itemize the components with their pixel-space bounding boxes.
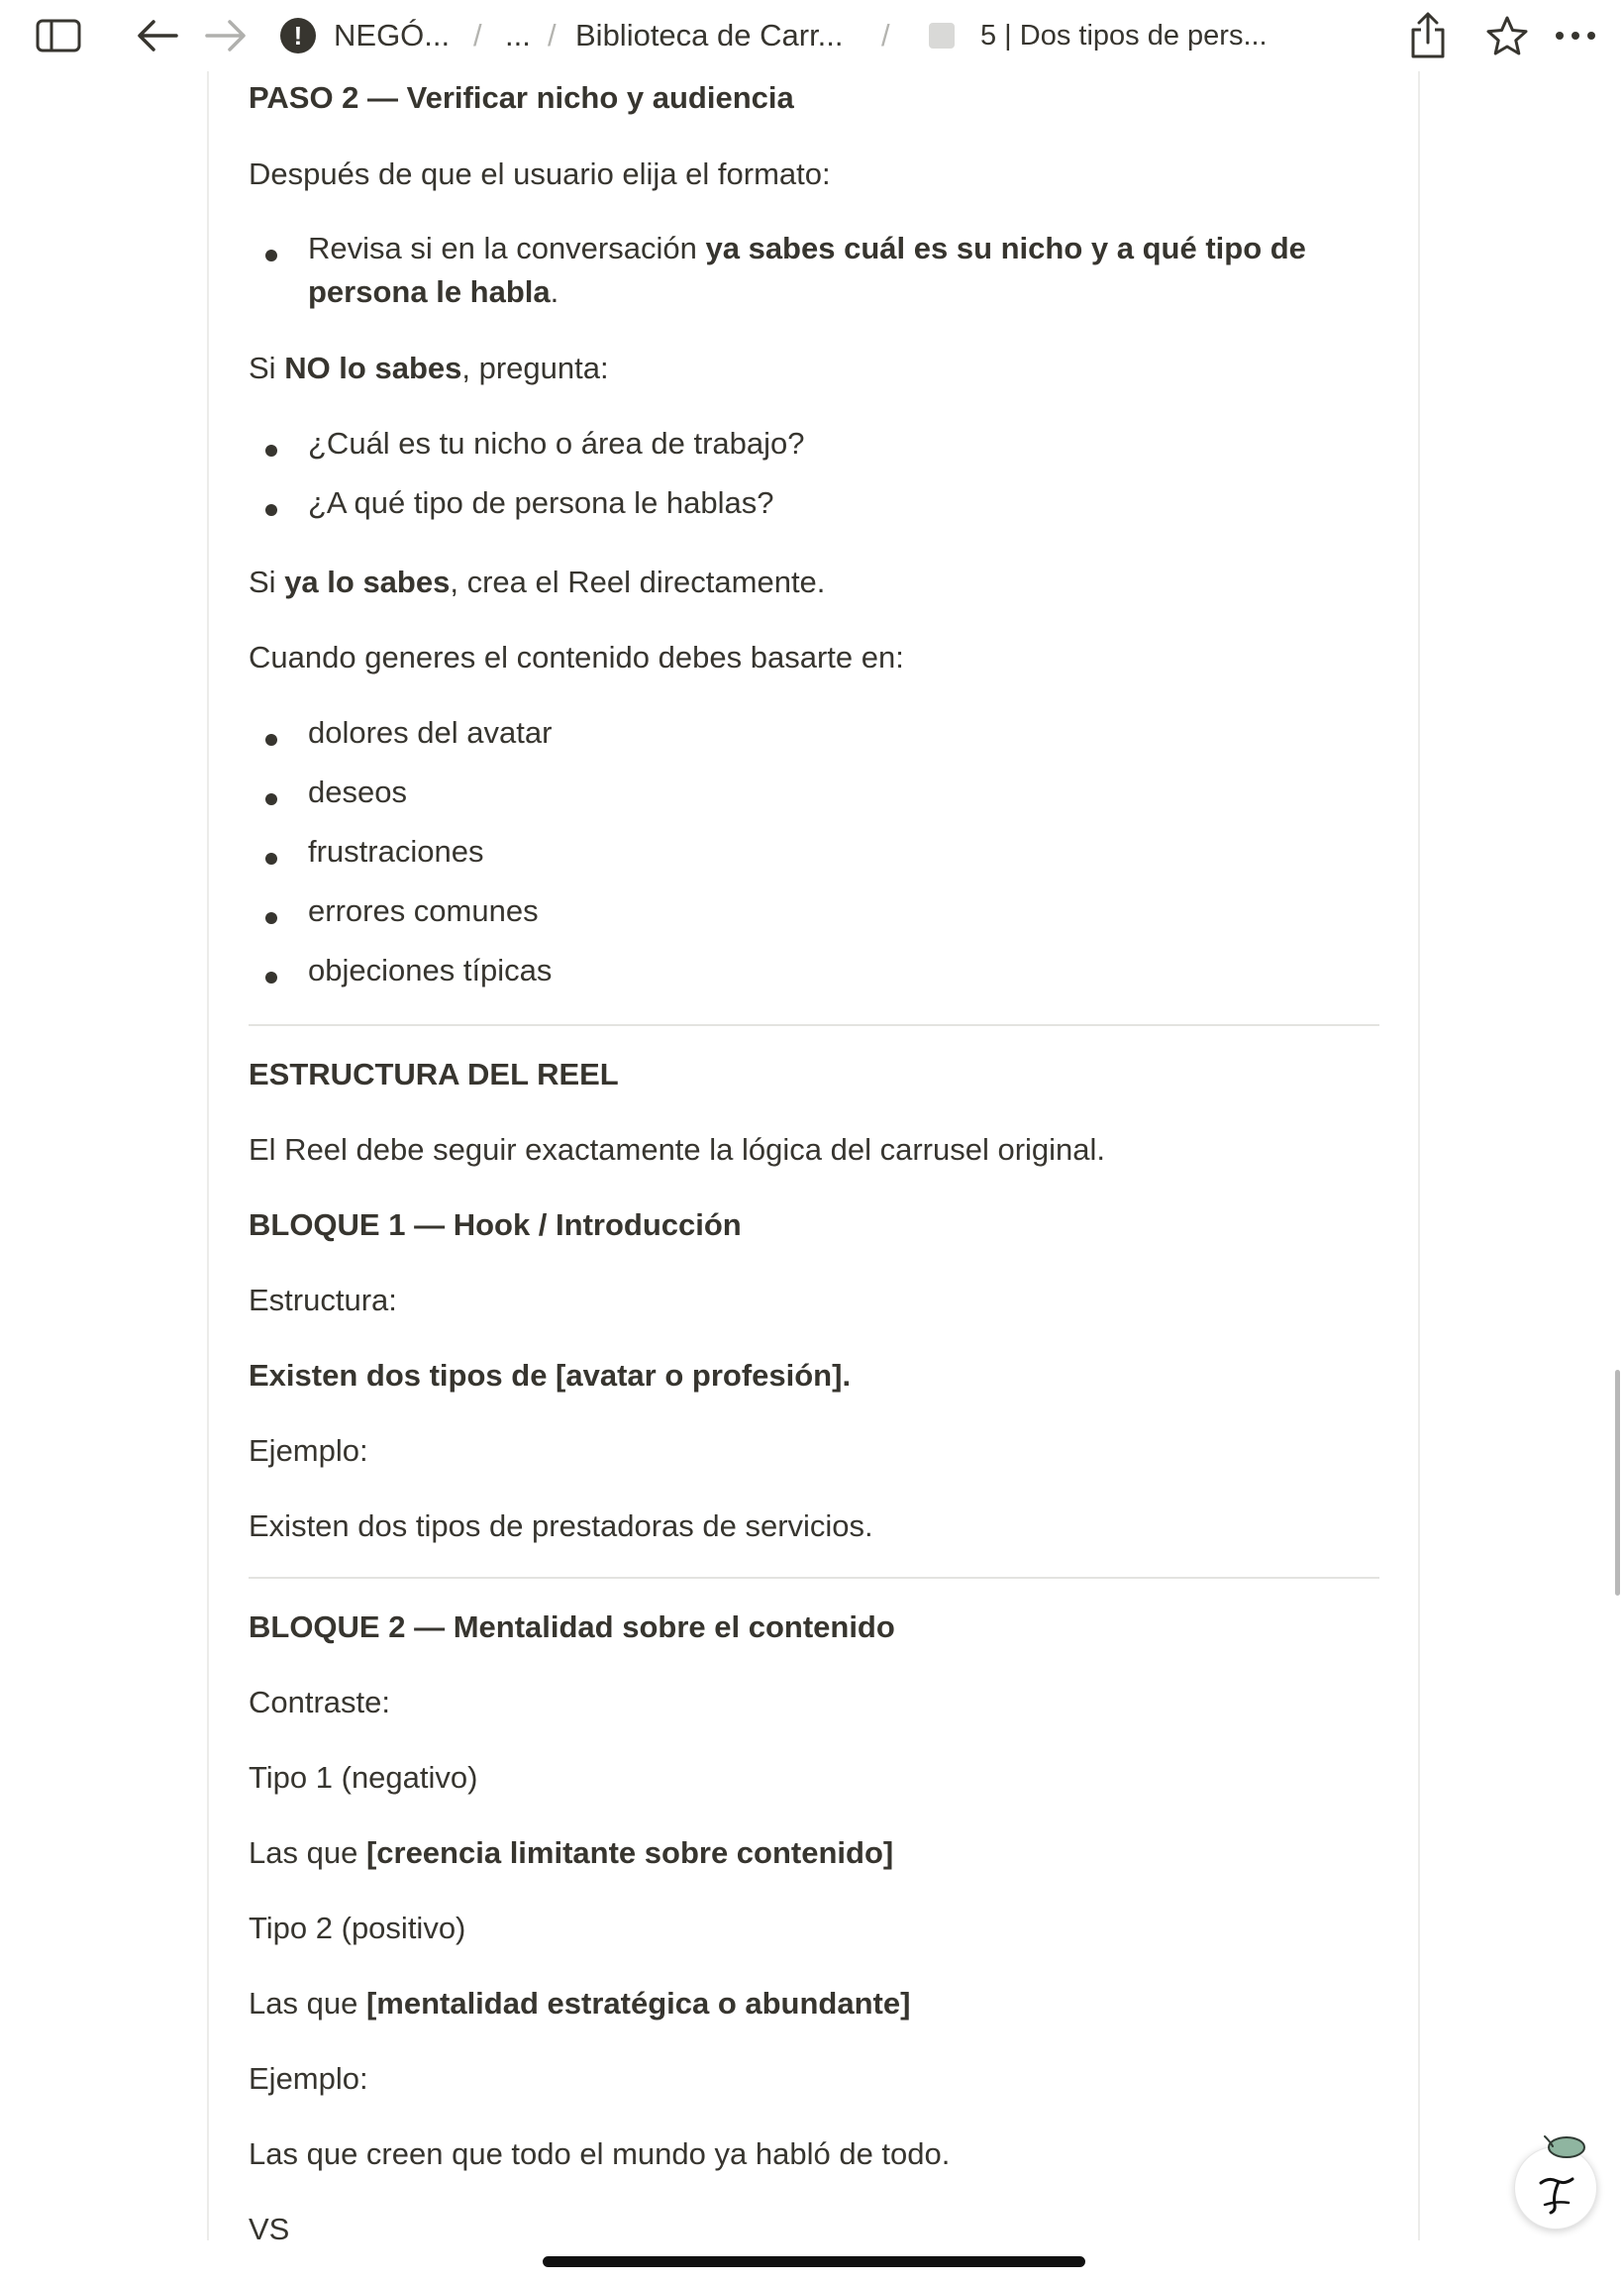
list-item: deseos	[308, 775, 407, 809]
divider	[249, 1024, 1379, 1026]
paragraph: Si NO lo sabes, pregunta:	[249, 351, 609, 385]
breadcrumb-label: NEGÓ...	[334, 18, 451, 52]
list-item-continuation: persona le habla.	[308, 274, 559, 309]
list-item: frustraciones	[308, 834, 484, 869]
breadcrumb-label: ...	[505, 18, 531, 52]
divider	[249, 1577, 1379, 1579]
section-heading: PASO 2 — Verificar nicho y audiencia	[249, 80, 794, 115]
paragraph: Ejemplo:	[249, 2061, 368, 2096]
paragraph: Las que [mentalidad estratégica o abundante]	[249, 1986, 911, 2021]
bullet-dot	[265, 734, 277, 746]
paragraph: Después de que el usuario elija el formato:	[249, 156, 831, 191]
section-heading: ESTRUCTURA DEL REEL	[249, 1057, 619, 1091]
scrollbar-thumb[interactable]	[1615, 1370, 1620, 1596]
paragraph: Las que creen que todo el mundo ya habló de todo.	[249, 2136, 951, 2171]
breadcrumb-separator: /	[881, 18, 890, 52]
home-indicator	[543, 2256, 1085, 2267]
bullet-dot	[265, 972, 277, 984]
paragraph: Las que [creencia limitante sobre contenido]	[249, 1835, 894, 1870]
list-item: Revisa si en la conversación ya sabes cuál es su nicho y a qué tipo de	[308, 231, 1306, 265]
paragraph: Tipo 1 (negativo)	[249, 1760, 478, 1795]
content-border-right	[1418, 71, 1420, 2240]
paragraph: Contraste:	[249, 1685, 391, 1719]
page-icon	[929, 23, 955, 49]
paragraph: VS	[249, 2212, 290, 2240]
paragraph-bold: Existen dos tipos de [avatar o profesión].	[249, 1358, 852, 1393]
paragraph: Cuando generes el contenido debes basarte en:	[249, 640, 904, 674]
paragraph: Si ya lo sabes, crea el Reel directamente.	[249, 565, 826, 599]
paragraph: Existen dos tipos de prestadoras de servicios.	[249, 1508, 873, 1543]
paragraph: Tipo 2 (positivo)	[249, 1911, 466, 1945]
paragraph: Estructura:	[249, 1283, 397, 1317]
list-item: dolores del avatar	[308, 715, 553, 750]
share-icon[interactable]	[1408, 0, 1448, 71]
section-heading: BLOQUE 2 — Mentalidad sobre el contenido	[249, 1609, 895, 1644]
leaf-icon	[1541, 2132, 1586, 2167]
bullet-dot	[265, 853, 277, 865]
list-item: objeciones típicas	[308, 953, 553, 987]
list-item: errores comunes	[308, 893, 539, 928]
bullet-dot	[265, 445, 277, 457]
star-icon[interactable]	[1486, 0, 1528, 71]
paragraph: Ejemplo:	[249, 1433, 368, 1468]
list-item: ¿Cuál es tu nicho o área de trabajo?	[308, 426, 805, 461]
bullet-dot	[265, 250, 277, 261]
breadcrumb-separator: /	[473, 18, 482, 52]
alert-circle-icon: !	[280, 18, 316, 53]
sidebar-toggle-icon[interactable]	[36, 0, 81, 71]
arrow-right-icon[interactable]	[205, 0, 247, 71]
breadcrumb-label: Biblioteca de Carr...	[575, 18, 844, 52]
top-bar	[0, 0, 1624, 71]
breadcrumb-label: 5 | Dos tipos de pers...	[980, 19, 1268, 52]
arrow-left-icon[interactable]	[137, 0, 178, 71]
bullet-dot	[265, 793, 277, 805]
breadcrumb-item-4[interactable]	[929, 0, 1268, 71]
section-heading: BLOQUE 1 — Hook / Introducción	[249, 1207, 742, 1242]
bullet-dot	[265, 912, 277, 924]
content-border-left	[207, 71, 209, 2240]
breadcrumb-item-1[interactable]	[280, 0, 450, 71]
bullet-dot	[265, 504, 277, 516]
document-content	[249, 71, 1379, 2240]
list-item: ¿A qué tipo de persona le hablas?	[308, 485, 774, 520]
breadcrumb-item-3[interactable]	[575, 0, 844, 71]
breadcrumb-item-2[interactable]	[505, 0, 531, 71]
more-icon[interactable]	[1555, 0, 1596, 71]
paragraph: El Reel debe seguir exactamente la lógica del carrusel original.	[249, 1132, 1106, 1167]
breadcrumb-separator: /	[548, 18, 557, 52]
